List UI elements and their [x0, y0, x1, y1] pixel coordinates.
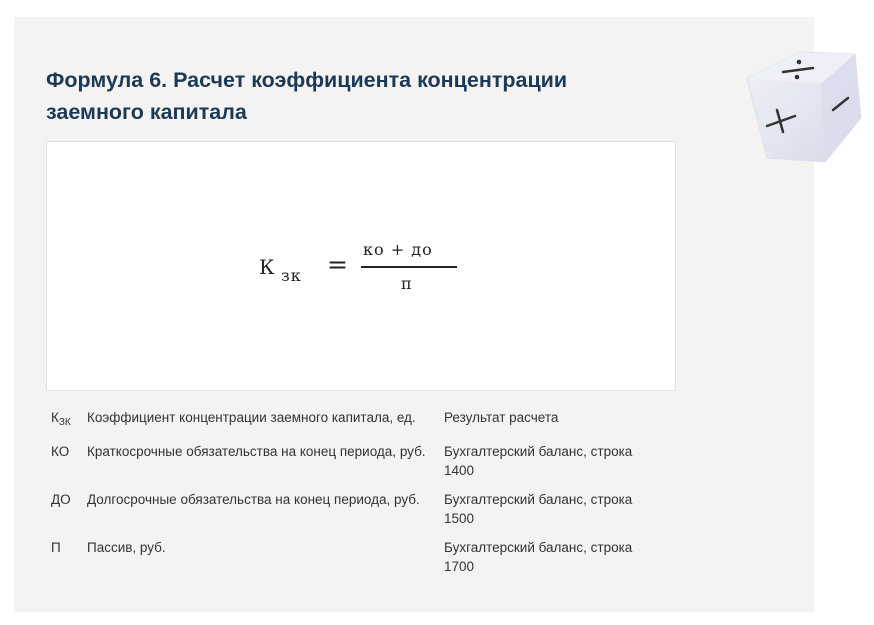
formula-numerator: ко + до [363, 240, 433, 259]
legend-source: Бухгалтерский баланс, строка 1400 [444, 444, 633, 478]
legend-row [46, 538, 666, 586]
legend-symbol: $К_{ЗК}$ [51, 410, 71, 428]
formula-expression [259, 240, 489, 300]
formula-title: Формула 6. Расчет коэффициента концентрации заемного капитала [46, 68, 568, 124]
formula-lhs-subscript: зк [281, 266, 302, 285]
legend-table [46, 408, 666, 586]
legend-description: Краткосрочные обязательства на конец периода, руб. [87, 444, 426, 459]
formula-lhs-symbol: К [259, 255, 275, 279]
legend-symbol: ДО [51, 492, 71, 507]
legend-description: Долгосрочные обязательства на конец периода, руб. [87, 492, 420, 507]
legend-description: Пассив, руб. [87, 540, 166, 555]
legend-symbol: П [51, 540, 61, 555]
legend-source: Бухгалтерский баланс, строка 1500 [444, 492, 633, 526]
formula-denominator: п [401, 274, 412, 293]
legend-row [46, 442, 666, 490]
legend-symbol: КО [51, 444, 70, 459]
legend-description: Коэффициент концентрации заемного капитала, ед. [87, 410, 416, 425]
legend-source: Результат расчета [444, 410, 559, 425]
legend-row [46, 408, 666, 442]
math-dice-icon [737, 40, 872, 175]
formula-equals-sign: = [327, 250, 348, 279]
formula-box [46, 141, 676, 391]
fraction-bar [361, 266, 457, 268]
legend-source: Бухгалтерский баланс, строка 1700 [444, 540, 633, 574]
legend-row [46, 490, 666, 538]
